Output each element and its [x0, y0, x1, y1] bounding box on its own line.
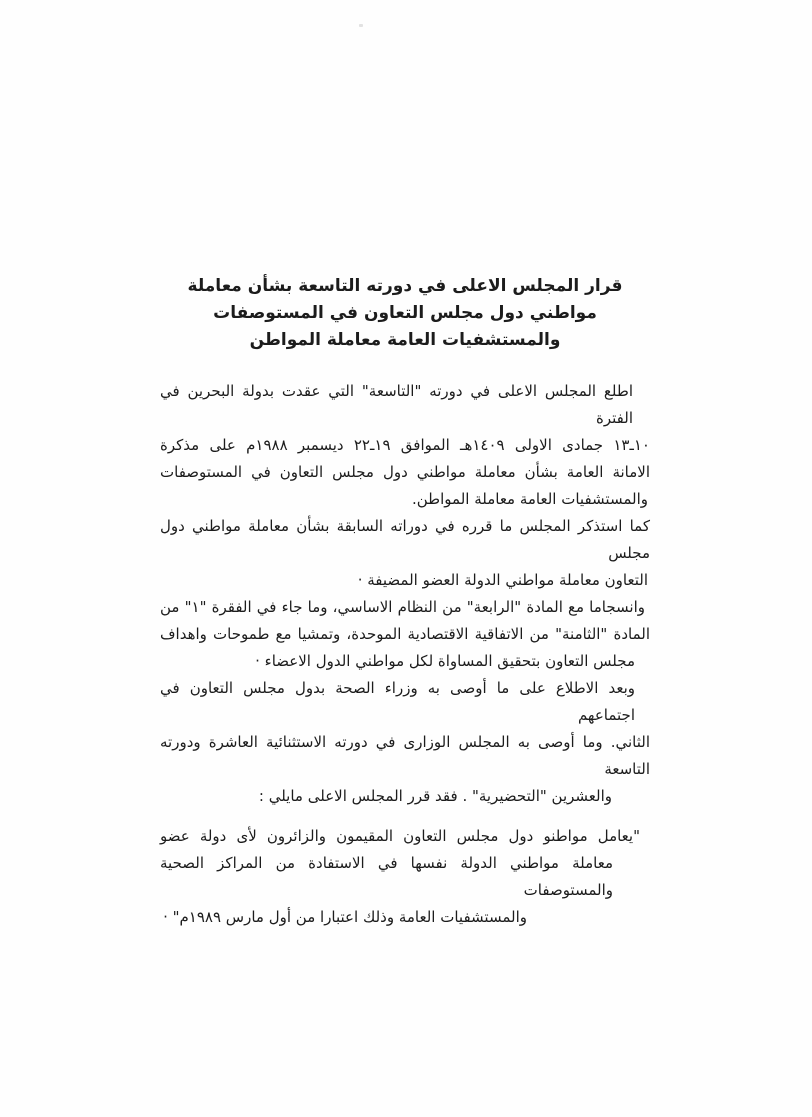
text-line: والمستشفيات العامة معاملة المواطن.	[411, 490, 648, 508]
text-line: وانسجاما مع المادة "الرابعة" من النظام الاساسي، وما جاء في الفقرة "١" من	[160, 598, 645, 616]
text-line: الثاني. وما أوصى به المجلس الوزارى في دورته الاستثنائية العاشرة ودورته التاسعة	[160, 733, 650, 778]
title-line-3: والمستشفيات العامة معاملة المواطن	[249, 330, 561, 350]
text-line: وبعد الاطلاع على ما أوصى به وزراء الصحة بدول مجلس التعاون في اجتماعهم	[160, 679, 635, 724]
text-line: والمستشفيات العامة وذلك اعتبارا من أول مارس ١٩٨٩م" ·	[163, 908, 527, 926]
title-line-1: قرار المجلس الاعلى في دورته التاسعة بشأن معاملة	[187, 276, 623, 296]
text-line: ١٠ـ١٣ جمادى الاولى ١٤٠٩هـ الموافق ١٩ـ٢٢ ديسمبر ١٩٨٨م على مذكرة	[160, 436, 650, 454]
text-line: مجلس التعاون بتحقيق المساواة لكل مواطني الدول الاعضاء ·	[255, 652, 635, 670]
text-line: معاملة مواطني الدولة نفسها في الاستفادة من المراكز الصحية والمستوصفات	[160, 854, 613, 899]
paragraph-1	[160, 378, 650, 513]
text-line: المادة "الثامنة" من الاتفاقية الاقتصادية الموحدة، وتمشيا مع طموحات واهداف	[160, 625, 650, 643]
text-line: اطلع المجلس الاعلى في دورته "التاسعة" التي عقدت بدولة البحرين في الفترة	[160, 382, 633, 427]
document-body	[160, 378, 650, 931]
text-line: التعاون معاملة مواطني الدولة العضو المضيفة ·	[357, 571, 648, 589]
paragraph-4	[160, 675, 650, 810]
text-line: والعشرين "التحضيرية" . فقد قرر المجلس الاعلى مايلي :	[258, 787, 612, 805]
text-line: "يعامل مواطنو دول مجلس التعاون المقيمون والزائرون لأى دولة عضو	[160, 827, 640, 845]
paragraph-5	[160, 823, 650, 931]
scan-artifact-speck	[359, 24, 363, 27]
document-title	[160, 273, 650, 354]
title-line-2: مواطني دول مجلس التعاون في المستوصفات	[213, 303, 597, 323]
paragraph-3	[160, 594, 650, 675]
paragraph-2	[160, 513, 650, 594]
text-line: كما استذكر المجلس ما قرره في دوراته السابقة بشأن معاملة مواطني دول مجلس	[160, 517, 650, 562]
text-line: الامانة العامة بشأن معاملة مواطني دول مجلس التعاون في المستوصفات	[160, 463, 650, 481]
